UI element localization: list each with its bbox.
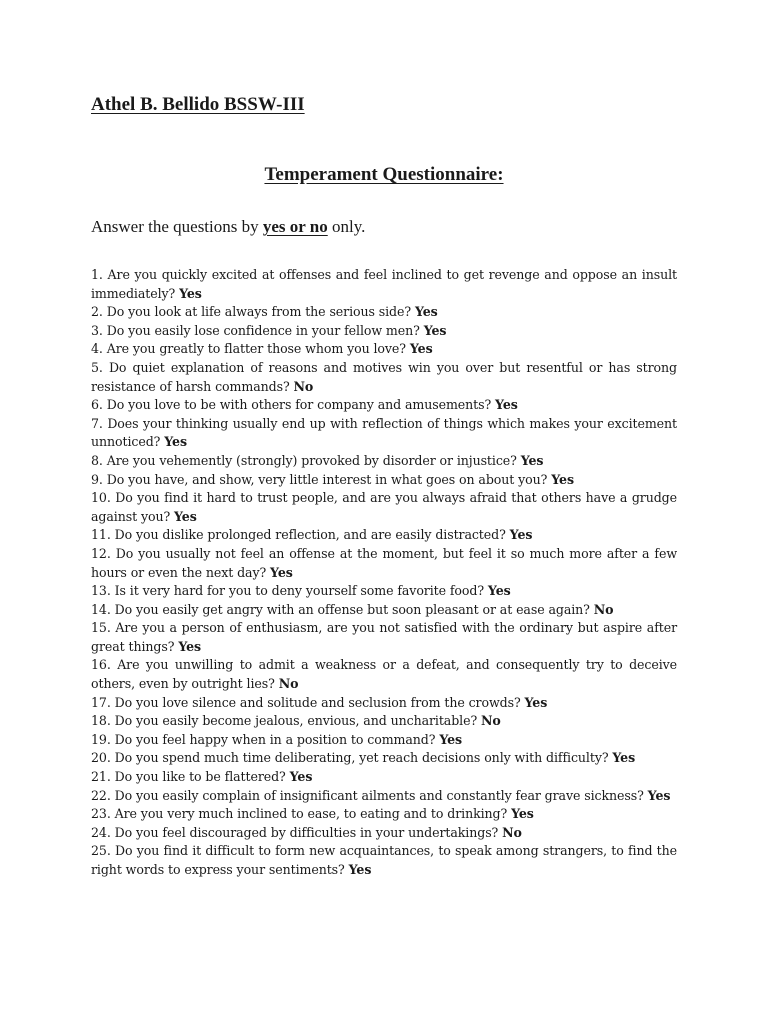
question-list xyxy=(91,266,677,880)
question-item xyxy=(91,545,677,582)
question-answer: Yes xyxy=(178,638,202,654)
question-number: 17. xyxy=(91,694,111,710)
question-text: Is it very hard for you to deny yourself some favorite food? xyxy=(114,583,485,599)
question-answer: Yes xyxy=(495,397,518,413)
question-text: Do you dislike prolonged reflection, and are easily distracted? xyxy=(114,527,506,543)
question-item xyxy=(91,805,677,824)
question-number: 16. xyxy=(91,657,111,673)
question-text: Are you unwilling to admit a weakness or a defeat, and consequently try to deceive others, even by outright lies? xyxy=(91,657,677,692)
question-number: 18. xyxy=(91,713,111,729)
instruction-emphasis: yes or no xyxy=(262,217,328,236)
document-title xyxy=(0,164,768,186)
question-number: 9. xyxy=(91,471,103,487)
question-item xyxy=(91,768,677,787)
question-item xyxy=(91,415,677,452)
question-item xyxy=(91,787,677,806)
question-number: 21. xyxy=(91,769,111,785)
question-text: Do you easily complain of insignificant ailments and constantly fear grave sickness? xyxy=(114,787,644,803)
author-line: Athel B. Bellido BSSW-III xyxy=(91,94,305,115)
question-number: 8. xyxy=(91,452,103,468)
question-item xyxy=(91,842,677,879)
question-item xyxy=(91,266,677,303)
question-text: Do you easily become jealous, envious, and uncharitable? xyxy=(114,713,478,729)
question-text: Do you feel happy when in a position to command? xyxy=(114,731,436,747)
question-text: Do you love silence and solitude and seclusion from the crowds? xyxy=(114,694,521,710)
question-text: Do you have, and show, very little interest in what goes on about you? xyxy=(106,471,548,487)
question-text: Do you easily lose confidence in your fellow men? xyxy=(106,322,420,338)
question-text: Are you greatly to flatter those whom you love? xyxy=(106,341,406,357)
question-item xyxy=(91,452,677,471)
question-number: 4. xyxy=(91,341,103,357)
question-answer: Yes xyxy=(423,322,447,338)
question-number: 6. xyxy=(91,397,103,413)
question-number: 20. xyxy=(91,750,111,766)
question-answer: Yes xyxy=(509,527,533,543)
question-item xyxy=(91,526,677,545)
question-answer: Yes xyxy=(612,750,636,766)
question-answer: No xyxy=(278,676,299,692)
question-text: Does your thinking usually end up with reflection of things which makes your excitement unnoticed? xyxy=(91,415,678,450)
question-answer: Yes xyxy=(524,694,548,710)
question-text: Are you a person of enthusiasm, are you not satisfied with the ordinary but aspire after great things? xyxy=(91,620,677,654)
question-number: 22. xyxy=(91,787,111,803)
question-answer: Yes xyxy=(164,434,187,450)
question-number: 19. xyxy=(91,731,111,747)
instruction-before: Answer the questions by xyxy=(91,217,263,236)
question-number: 23. xyxy=(91,806,111,822)
question-text: Do you easily get angry with an offense but soon pleasant or at ease again? xyxy=(114,601,590,617)
question-item xyxy=(91,471,677,490)
question-answer: Yes xyxy=(348,862,372,877)
instruction-after: only. xyxy=(327,217,366,236)
question-item xyxy=(91,396,677,415)
question-item xyxy=(91,731,677,750)
question-text: Are you very much inclined to ease, to eating and to drinking? xyxy=(114,806,508,822)
question-answer: Yes xyxy=(179,285,202,301)
question-text: Do you love to be with others for company and amusements? xyxy=(106,397,492,413)
question-number: 5. xyxy=(91,359,103,375)
question-answer: Yes xyxy=(551,471,574,487)
question-item xyxy=(91,619,677,656)
question-answer: No xyxy=(293,378,314,394)
question-item xyxy=(91,303,677,322)
question-number: 12. xyxy=(91,545,111,561)
question-answer: Yes xyxy=(414,304,438,320)
question-answer: No xyxy=(481,713,501,729)
question-answer: No xyxy=(502,824,522,840)
question-text: Do you like to be flattered? xyxy=(114,769,286,785)
question-item xyxy=(91,656,677,693)
question-text: Do you find it hard to trust people, and are you always afraid that others have a grudge against you? xyxy=(91,490,677,524)
question-text: Do you spend much time deliberating, yet reach decisions only with difficulty? xyxy=(114,750,609,766)
question-answer: Yes xyxy=(647,787,671,803)
question-text: Are you vehemently (strongly) provoked by disorder or injustice? xyxy=(106,452,517,468)
question-text: Do you find it difficult to form new acquaintances, to speak among strangers, to find the right words to express your sentiments? xyxy=(91,843,678,877)
question-number: 13. xyxy=(91,583,111,599)
question-answer: Yes xyxy=(511,806,534,822)
question-number: 2. xyxy=(91,304,103,320)
question-number: 7. xyxy=(91,415,103,431)
question-number: 15. xyxy=(91,620,111,636)
question-text: Do you usually not feel an offense at the moment, but feel it so much more after a few hours or even the next day? xyxy=(91,545,677,580)
question-item xyxy=(91,322,677,341)
question-text: Are you quickly excited at offenses and feel inclined to get revenge and oppose an insult immediately? xyxy=(91,267,677,301)
question-number: 24. xyxy=(91,824,111,840)
question-answer: Yes xyxy=(174,508,197,524)
question-answer: Yes xyxy=(289,769,313,785)
question-item xyxy=(91,359,677,396)
question-text: Do you feel discouraged by difficulties in your undertakings? xyxy=(114,824,499,840)
question-answer: Yes xyxy=(409,341,433,357)
question-number: 25. xyxy=(91,843,111,859)
question-number: 10. xyxy=(91,490,111,506)
question-item xyxy=(91,824,677,843)
question-text: Do you look at life always from the serious side? xyxy=(106,304,412,320)
question-answer: Yes xyxy=(270,564,293,580)
document-title-text: Temperament Questionnaire: xyxy=(264,164,504,185)
question-item xyxy=(91,601,677,620)
question-number: 1. xyxy=(91,267,103,282)
question-answer: Yes xyxy=(520,452,544,468)
question-text: Do quiet explanation of reasons and motives win you over but resentful or has strong resistance of harsh commands? xyxy=(91,359,678,394)
question-item xyxy=(91,582,677,601)
question-answer: Yes xyxy=(439,731,463,747)
question-item xyxy=(91,694,677,713)
question-answer: No xyxy=(593,601,614,617)
question-answer: Yes xyxy=(487,583,511,599)
instruction-line xyxy=(91,217,365,237)
question-item xyxy=(91,340,677,359)
question-item xyxy=(91,489,677,526)
question-number: 14. xyxy=(91,601,111,617)
question-number: 11. xyxy=(91,527,111,543)
question-item xyxy=(91,712,677,731)
question-number: 3. xyxy=(91,322,103,338)
question-item xyxy=(91,749,677,768)
